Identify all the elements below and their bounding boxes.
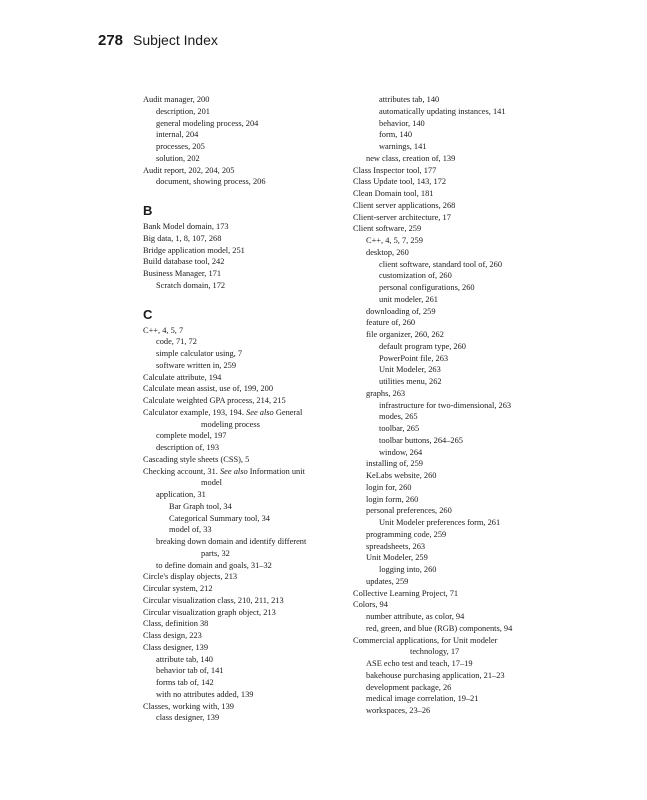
index-subsubentry: automatically updating instances, 141 [379, 106, 506, 116]
index-entry: Big data, 1, 8, 107, 268 [143, 233, 222, 243]
index-entry: Audit manager, 200 [143, 95, 210, 104]
index-subentry: behavior tab of, 141 [156, 666, 224, 676]
index-subentry: Unit Modeler, 259 [366, 553, 428, 563]
index-subentry: login for, 260 [366, 482, 412, 492]
index-subsubentry: unit modeler, 261 [379, 294, 438, 304]
index-subentry: code, 71, 72 [156, 337, 197, 347]
entry-text: Calculator example, 193, 194. [143, 407, 244, 417]
index-entry: Audit report, 202, 204, 205 [143, 165, 235, 175]
index-subentry: software written in, 259 [156, 360, 237, 370]
index-subsubentry: client software, standard tool of, 260 [379, 259, 503, 269]
entry-text: General [275, 407, 303, 417]
index-entry: Class Update tool, 143, 172 [353, 177, 447, 187]
index-entry: Classes, working with, 139 [143, 701, 234, 711]
index-column-right [353, 94, 548, 717]
index-subsubentry: form, 140 [379, 130, 413, 140]
index-entry: Colors, 94 [353, 600, 388, 610]
index-entry: Circular system, 212 [143, 584, 213, 593]
page-header [98, 32, 218, 54]
index-column-left [143, 94, 338, 724]
index-subentry: bakehouse purchasing application, 21–23 [366, 670, 505, 680]
index-subentry: description of, 193 [156, 443, 220, 452]
index-subsubentry: modes, 265 [379, 412, 418, 422]
index-subsubentry: logging into, 260 [379, 565, 437, 574]
index-entry-continuation: technology, 17 [410, 647, 460, 657]
index-subsubentry: PowerPoint file, 263 [379, 353, 449, 363]
index-entry-continuation: model [201, 478, 222, 488]
index-subentry: ASE echo test and teach, 17–19 [366, 659, 473, 668]
index-subentry: C++, 4, 5, 7, 259 [366, 236, 423, 245]
index-subentry: with no attributes added, 139 [156, 689, 254, 699]
index-subentry: breaking down domain and identify different [156, 537, 307, 546]
index-entry: C++, 4, 5, 7 [143, 325, 184, 335]
index-entry: Bank Model domain, 173 [143, 222, 229, 231]
index-subentry: downloading of, 259 [366, 306, 436, 316]
index-subsubentry: warnings, 141 [379, 142, 427, 151]
index-entry: Class designer, 139 [143, 642, 209, 652]
index-subentry: personal preferences, 260 [366, 506, 452, 516]
index-subentry: feature of, 260 [366, 318, 416, 328]
index-subentry: medical image correlation, 19–21 [366, 694, 479, 704]
index-subentry: installing of, 259 [366, 459, 423, 469]
index-subentry: to define domain and goals, 31–32 [156, 560, 272, 570]
index-entry: Client-server architecture, 17 [353, 212, 451, 222]
index-subentry: processes, 205 [156, 142, 205, 151]
index-subentry: class designer, 139 [156, 713, 220, 723]
see-also: See also [219, 466, 248, 476]
index-subentry: description, 201 [156, 106, 210, 116]
index-subsubentry: Bar Graph tool, 34 [169, 501, 232, 511]
index-entry: Calculate mean assist, use of, 199, 200 [143, 384, 274, 394]
index-subentry: programming code, 259 [366, 529, 447, 539]
see-also: See also [246, 407, 274, 417]
index-subsubentry: behavior, 140 [379, 118, 425, 128]
index-subentry: application, 31 [156, 490, 206, 499]
index-subsubentry: utilities menu, 262 [379, 377, 442, 386]
index-entry: Circular visualization class, 210, 211, 213 [143, 595, 284, 605]
index-entry: Business Manager, 171 [143, 269, 222, 278]
index-entry: Build database tool, 242 [143, 257, 225, 267]
index-subentry: spreadsheets, 263 [366, 541, 426, 551]
index-subentry: graphs, 263 [366, 388, 406, 398]
section-letter-c: C [143, 306, 153, 322]
index-subentry: simple calculator using, 7 [156, 349, 243, 358]
index-entry: Collective Learning Project, 71 [353, 588, 459, 598]
index-subentry: internal, 204 [156, 130, 199, 140]
index-subentry: new class, creation of, 139 [366, 153, 456, 163]
index-subentry: Scratch domain, 172 [156, 280, 226, 290]
index-subsubentry: Unit Modeler, 263 [379, 365, 441, 375]
index-subentry: development package, 26 [366, 682, 452, 692]
running-head: Subject Index [133, 32, 218, 48]
index-subentry: red, green, and blue (RGB) components, 94 [366, 623, 513, 633]
index-entry: Calculate weighted GPA process, 214, 215 [143, 396, 286, 405]
index-entry: Client software, 259 [353, 224, 422, 234]
index-subsubentry: Unit Modeler preferences form, 261 [379, 518, 501, 527]
index-subentry: workspaces, 23–26 [366, 706, 431, 715]
index-subentry: forms tab of, 142 [156, 678, 214, 687]
index-entry: Class, definition 38 [143, 619, 209, 629]
index-entry: Commercial applications, for Unit modeler [353, 635, 498, 645]
index-subentry: desktop, 260 [366, 247, 409, 257]
index-subsubentry: Categorical Summary tool, 34 [169, 513, 270, 523]
index-subsubentry: window, 264 [379, 447, 423, 457]
index-entry: Class Inspector tool, 177 [353, 165, 437, 175]
index-subsubentry: toolbar, 265 [379, 424, 420, 433]
index-entry: Calculate attribute, 194 [143, 372, 222, 382]
index-subentry: updates, 259 [366, 576, 409, 586]
index-subentry: number attribute, as color, 94 [366, 612, 465, 621]
index-entry: Client server applications, 268 [353, 200, 456, 210]
index-subsubentry: attributes tab, 140 [379, 95, 440, 104]
entry-text: Checking account, 31. [143, 466, 218, 476]
index-entry [143, 407, 338, 419]
entry-text: Information unit [249, 466, 305, 476]
index-subsubentry: toolbar buttons, 264–265 [379, 435, 463, 445]
index-entry: Circular visualization graph object, 213 [143, 607, 276, 617]
index-subsubentry: personal configurations, 260 [379, 283, 475, 292]
index-subsubentry: infrastructure for two-dimensional, 263 [379, 400, 512, 410]
index-entry: Bridge application model, 251 [143, 245, 245, 255]
index-subsubentry: customization of, 260 [379, 271, 452, 281]
index-entry: Cascading style sheets (CSS), 5 [143, 454, 250, 464]
index-entry-continuation: modeling process [201, 419, 260, 429]
index-subsubentry: default program type, 260 [379, 341, 466, 351]
index-entry: Circle's display objects, 213 [143, 572, 238, 582]
index-subentry: attribute tab, 140 [156, 654, 213, 664]
index-entry: Class design, 223 [143, 631, 202, 640]
index-subentry: login form, 260 [366, 494, 419, 504]
index-subentry: document, showing process, 206 [156, 177, 266, 187]
index-entry [143, 466, 338, 478]
index-entry: Clean Domain tool, 181 [353, 189, 434, 198]
index-subentry: complete model, 197 [156, 431, 227, 441]
index-subentry: general modeling process, 204 [156, 118, 259, 128]
index-subentry: KeLabs website, 260 [366, 471, 437, 480]
section-letter-b: B [143, 203, 153, 218]
index-subentry: solution, 202 [156, 153, 200, 163]
index-subentry: file organizer, 260, 262 [366, 330, 444, 339]
index-subsubentry: model of, 33 [169, 525, 212, 535]
page-number: 278 [98, 32, 124, 49]
index-entry-continuation: parts, 32 [201, 548, 230, 558]
